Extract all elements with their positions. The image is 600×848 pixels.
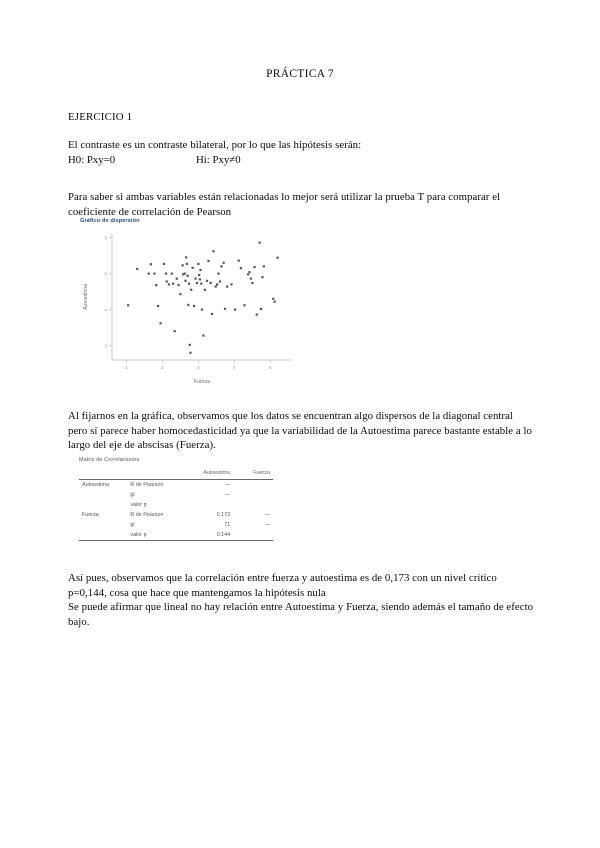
scatter-point — [263, 265, 265, 267]
scatter-point — [207, 260, 209, 262]
scatter-point — [259, 242, 261, 244]
cell-value-autoestima — [183, 500, 233, 510]
scatter-point — [251, 282, 253, 284]
page-title: PRÁCTICA 7 — [266, 68, 334, 80]
table-row — [79, 510, 273, 520]
cell-row-group: Autoestima — [82, 482, 109, 488]
scatter-point — [253, 266, 255, 268]
cell-row-group — [79, 490, 127, 500]
scatter-point — [196, 282, 198, 284]
scatter-point — [202, 334, 204, 336]
scatter-point — [223, 262, 225, 264]
scatter-point — [220, 265, 222, 267]
table-head — [79, 468, 273, 480]
scatter-point — [192, 267, 194, 269]
cell-value-fuerza — [233, 530, 273, 541]
scatter-point — [187, 275, 189, 277]
scatter-point — [188, 283, 190, 285]
alternative-hypothesis: Hi: Pxy≠0 — [196, 154, 241, 166]
scatter-point — [160, 322, 162, 324]
y-axis-title: Autoestima — [83, 284, 89, 310]
conclusion-line-2: Se puede afirmar que lineal no hay relación entre Autoestima y Fuerza, siendo además el tamaño de efecto bajo. — [68, 601, 534, 628]
y-axis-tick-label: 3 — [104, 343, 107, 349]
scatter-plot-svg — [78, 228, 300, 386]
cell-value-fuerza — [233, 490, 273, 500]
header-blank-1 — [79, 468, 127, 480]
cell-statistic-label: gl — [130, 492, 135, 498]
correlation-table — [79, 468, 273, 541]
scatter-point — [240, 267, 242, 269]
scatter-point — [219, 280, 221, 282]
cell-row-group — [79, 500, 127, 510]
paragraph-hypothesis-intro: El contraste es un contraste bilateral, por lo que las hipótesis serán: — [68, 139, 362, 151]
scatter-point — [234, 309, 236, 311]
cell-value-fuerza: — — [264, 512, 270, 518]
x-axis-title: Fuerza — [193, 379, 211, 385]
scatter-point — [199, 278, 201, 280]
scatter-point — [193, 305, 195, 307]
scatter-point — [238, 260, 240, 262]
table-caption: Matriz de Correlaciones — [79, 457, 140, 463]
table-row — [79, 500, 273, 510]
scatter-point — [211, 313, 213, 315]
scatter-point — [261, 276, 263, 278]
scatter-point — [150, 263, 152, 265]
scatter-point — [243, 304, 245, 306]
paragraph-grafica: Al fijarnos en la gráfica, observamos que los datos se encuentran algo dispersos de la diagonal central pero sí parece haber homocedasticidad ya que la variabilidad de la Autoestima parece bastante estable a lo largo del eje de abscisas (Fuerza). — [68, 410, 532, 452]
cell-row-group — [79, 520, 127, 530]
y-axis-tick-label: 5 — [104, 271, 107, 277]
cell-row-group: Fuerza — [82, 512, 99, 518]
cell-row-group — [79, 530, 127, 541]
scatter-point — [210, 282, 212, 284]
scatter-point — [157, 305, 159, 307]
scatter-point — [136, 268, 138, 270]
scatter-point — [212, 250, 214, 252]
scatter-point — [250, 278, 252, 280]
scatter-point — [224, 308, 226, 310]
scatter-point — [187, 304, 189, 306]
plot-area — [78, 228, 300, 390]
x-axis-tick-label: 1 — [125, 365, 128, 370]
scatter-point — [201, 309, 203, 311]
scatter-point — [176, 278, 178, 280]
conclusion-line-1: Así pues, observamos que la correlación entre fuerza y autoestima es de 0,173 con un nivel crítico p=0,144, cosa que hace que mantengamos la hipótesis nula — [68, 572, 497, 599]
header-blank-2 — [127, 468, 183, 480]
paragraph-conclusion — [68, 571, 534, 629]
scatter-point — [216, 283, 218, 285]
scatter-point — [184, 280, 186, 282]
correlation-table-block — [79, 457, 307, 541]
scatter-point — [172, 283, 174, 285]
y-axis-tick-label: 4 — [104, 307, 107, 313]
scatter-point — [185, 256, 187, 258]
scatter-point — [179, 293, 181, 295]
scatter-point — [272, 298, 274, 300]
scatter-point — [274, 301, 276, 303]
x-axis-tick-label: 5 — [269, 365, 272, 370]
section-heading-ejercicio: EJERCICIO 1 — [68, 111, 133, 123]
scatter-chart-block — [78, 218, 302, 398]
scatter-point — [153, 273, 155, 275]
scatter-point — [198, 274, 200, 276]
x-axis-tick-label: 4 — [233, 365, 236, 370]
scatter-point — [204, 289, 206, 291]
cell-value-fuerza: — — [264, 522, 270, 528]
cell-value-fuerza — [233, 500, 273, 510]
scatter-point — [148, 273, 150, 275]
scatter-point — [197, 263, 199, 265]
scatter-point — [166, 280, 168, 282]
scatter-point — [165, 273, 167, 275]
scatter-point — [163, 263, 165, 265]
cell-value-fuerza — [233, 480, 273, 491]
paragraph-pearson: Para saber si ambas variables están relacionadas lo mejor será utilizar la prueba T para comparar el coeficiente de correlación de Pearson — [68, 191, 501, 218]
scatter-point — [190, 289, 192, 291]
table-row — [79, 480, 273, 491]
scatter-point — [189, 344, 191, 346]
scatter-point — [178, 284, 180, 286]
chart-title: Gráfico de dispersión — [80, 218, 140, 224]
scatter-point — [181, 264, 183, 266]
scatter-point — [194, 278, 196, 280]
table-row — [79, 530, 273, 541]
x-axis-tick-label: 2 — [161, 365, 164, 370]
x-axis-tick-label: 3 — [197, 365, 200, 370]
scatter-point — [184, 273, 186, 275]
scatter-point — [155, 284, 157, 286]
cell-statistic-label: valor p — [130, 502, 147, 508]
cell-statistic-label: R de Pearson — [130, 482, 164, 488]
scatter-point — [186, 263, 188, 265]
scatter-point — [248, 271, 250, 273]
scatter-point — [200, 283, 202, 285]
cell-value-autoestima: 0.144 — [216, 532, 231, 538]
scatter-point — [174, 330, 176, 332]
scatter-point — [226, 285, 228, 287]
scatter-point — [199, 269, 201, 271]
table-header-row — [79, 468, 273, 480]
y-axis-tick-label: 6 — [104, 235, 107, 241]
hypothesis-row — [68, 153, 534, 168]
scatter-point — [168, 283, 170, 285]
scatter-point — [206, 280, 208, 282]
cell-value-autoestima: — — [224, 492, 231, 498]
table-row — [79, 520, 273, 530]
scatter-point — [171, 273, 173, 275]
scatter-point — [256, 314, 258, 316]
null-hypothesis: H0: Pxy=0 — [68, 154, 116, 166]
header-fuerza: Fuerza — [253, 470, 270, 476]
cell-value-autoestima: 0.173 — [216, 512, 231, 518]
table-row — [79, 490, 273, 500]
scatter-point — [127, 304, 129, 306]
scatter-point — [189, 352, 191, 354]
header-autoestima: Autoestima — [203, 470, 231, 476]
scatter-point — [230, 283, 232, 285]
scatter-point — [215, 285, 217, 287]
cell-value-autoestima: — — [224, 482, 231, 488]
cell-statistic-label: R de Pearson — [130, 512, 164, 518]
scatter-point — [217, 273, 219, 275]
cell-statistic-label: gl — [130, 522, 135, 528]
scatter-point — [247, 273, 249, 275]
scatter-point — [260, 308, 262, 310]
cell-statistic-label: valor p — [130, 532, 147, 538]
scatter-point — [277, 257, 279, 259]
table-body — [79, 480, 273, 541]
cell-value-autoestima: 71 — [224, 522, 231, 528]
scatter-points-group — [127, 242, 279, 354]
